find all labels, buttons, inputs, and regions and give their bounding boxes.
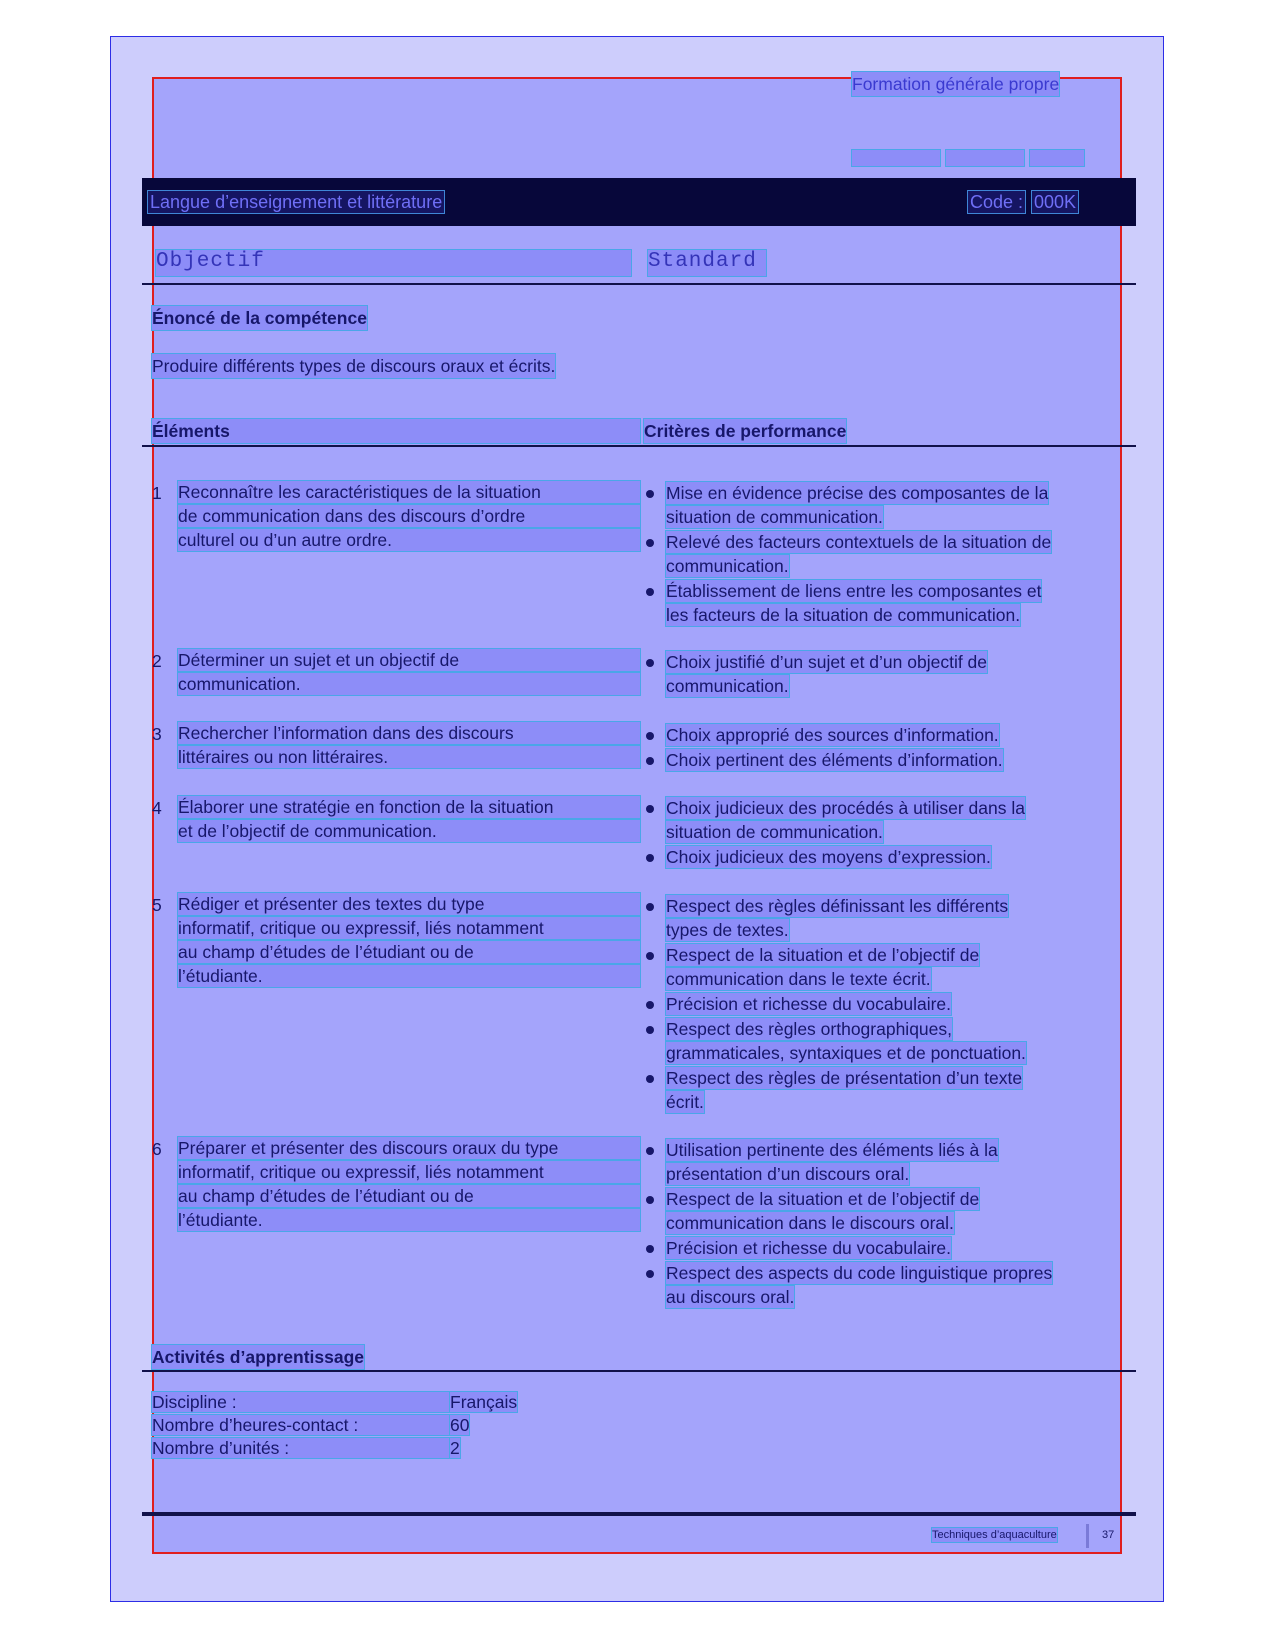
element-text-line: de communication dans des discours d’ordre [178, 505, 640, 527]
page-number: 37 [1102, 1529, 1115, 1541]
code-label: Code : [970, 192, 1024, 212]
activity-value: 60 [450, 1415, 470, 1435]
header-field-3 [1030, 150, 1084, 166]
bullet-icon [646, 588, 654, 596]
criterion-text-line: Mise en évidence précise des composantes de la [666, 483, 1049, 503]
element-number: 5 [152, 895, 162, 915]
element-number: 6 [152, 1139, 162, 1159]
element-text-line: Élaborer une stratégie en fonction de la situation [178, 796, 640, 818]
footer-rule [142, 1512, 1136, 1516]
element-text-line: Rédiger et présenter des textes du type [178, 893, 640, 915]
bullet-icon [646, 539, 654, 547]
element-number: 2 [152, 651, 162, 671]
element-text-line: littéraires ou non littéraires. [178, 746, 640, 768]
criterion-text-line: communication dans le texte écrit. [666, 969, 931, 989]
activity-label: Discipline : [152, 1392, 450, 1412]
activity-label: Nombre d’unités : [152, 1438, 450, 1458]
criterion-text-line: écrit. [666, 1092, 704, 1112]
footer-separator [1086, 1524, 1089, 1548]
divider [142, 1370, 1136, 1372]
bullet-icon [646, 1075, 654, 1083]
element-text-line: informatif, critique ou expressif, liés notamment [178, 917, 640, 939]
element-text-line: et de l’objectif de communication. [178, 820, 640, 842]
criterion-text-line: Respect des règles orthographiques, [666, 1019, 953, 1039]
bullet-icon [646, 1245, 654, 1253]
bullet-icon [646, 1001, 654, 1009]
element-text-line: Préparer et présenter des discours oraux du type [178, 1137, 640, 1159]
criterion-text-line: Respect des règles définissant les différents [666, 896, 1009, 916]
element-text-line: Rechercher l’information dans des discours [178, 722, 640, 744]
activities-heading: Activités d’apprentissage [152, 1347, 365, 1367]
bullet-icon [646, 805, 654, 813]
criterion-text-line: Choix judicieux des procédés à utiliser dans la [666, 798, 1025, 818]
activity-label: Nombre d’heures-contact : [152, 1415, 450, 1435]
criterion-text-line: communication dans le discours oral. [666, 1213, 954, 1233]
criterion-text-line: situation de communication. [666, 822, 883, 842]
element-text-line: l’étudiante. [178, 965, 640, 987]
competence-heading: Énoncé de la compétence [152, 308, 367, 328]
element-number: 3 [152, 724, 162, 744]
element-text-line: communication. [178, 673, 640, 695]
element-text-line: Reconnaître les caractéristiques de la situation [178, 481, 640, 503]
criterion-text-line: Choix justifié d’un sujet et d’un objectif de [666, 652, 988, 672]
bullet-icon [646, 854, 654, 862]
bullet-icon [646, 732, 654, 740]
bullet-icon [646, 1270, 654, 1278]
criterion-text-line: grammaticales, syntaxiques et de ponctuation. [666, 1043, 1026, 1063]
code-value: 000K [1034, 192, 1077, 212]
criterion-text-line: communication. [666, 676, 789, 696]
course-banner [142, 178, 1136, 226]
criterion-text-line: Choix judicieux des moyens d’expression. [666, 847, 991, 867]
bullet-icon [646, 1026, 654, 1034]
standard-column-header: Standard [648, 250, 766, 276]
bullet-icon [646, 952, 654, 960]
activity-value: 2 [450, 1438, 460, 1458]
criterion-text-line: Établissement de liens entre les composantes et [666, 581, 1042, 601]
criterion-text-line: Utilisation pertinente des éléments liés à la [666, 1140, 998, 1160]
course-title: Langue d’enseignement et littérature [150, 192, 443, 212]
element-text-line: Déterminer un sujet et un objectif de [178, 649, 640, 671]
element-text-line: l’étudiante. [178, 1209, 640, 1231]
criterion-text-line: au discours oral. [666, 1287, 795, 1307]
header-field-2 [946, 150, 1024, 166]
criterion-text-line: situation de communication. [666, 507, 883, 527]
bullet-icon [646, 757, 654, 765]
bullet-icon [646, 903, 654, 911]
header-field-1 [852, 150, 940, 166]
elements-header: Éléments [152, 419, 640, 443]
bullet-icon [646, 1196, 654, 1204]
element-text-line: au champ d’études de l’étudiant ou de [178, 941, 640, 963]
criterion-text-line: Respect de la situation et de l’objectif de [666, 1189, 980, 1209]
criterion-text-line: types de textes. [666, 920, 789, 940]
criterion-text-line: communication. [666, 556, 789, 576]
criterion-text-line: présentation d’un discours oral. [666, 1164, 910, 1184]
criterion-text-line: Respect des règles de présentation d’un texte [666, 1068, 1023, 1088]
objective-column-header: Objectif [156, 250, 631, 276]
program-label: Formation générale propre [852, 74, 1060, 94]
footer-text: Techniques d’aquaculture [932, 1529, 1057, 1541]
criteria-header: Critères de performance [644, 421, 847, 441]
element-text-line: au champ d’études de l’étudiant ou de [178, 1185, 640, 1207]
competence-statement: Produire différents types de discours oraux et écrits. [152, 356, 556, 376]
element-text-line: culturel ou d’un autre ordre. [178, 529, 640, 551]
criterion-text-line: Choix pertinent des éléments d’information. [666, 750, 1003, 770]
element-text-line: informatif, critique ou expressif, liés notamment [178, 1161, 640, 1183]
bullet-icon [646, 490, 654, 498]
criterion-text-line: Respect de la situation et de l’objectif de [666, 945, 980, 965]
criterion-text-line: Respect des aspects du code linguistique propres [666, 1263, 1053, 1283]
divider [142, 445, 1136, 447]
criterion-text-line: Précision et richesse du vocabulaire. [666, 994, 952, 1014]
criterion-text-line: Relevé des facteurs contextuels de la situation de [666, 532, 1052, 552]
criterion-text-line: Précision et richesse du vocabulaire. [666, 1238, 952, 1258]
bullet-icon [646, 659, 654, 667]
element-number: 4 [152, 798, 162, 818]
divider [142, 283, 1136, 285]
bullet-icon [646, 1147, 654, 1155]
activity-value: Français [450, 1392, 518, 1412]
element-number: 1 [152, 483, 162, 503]
criterion-text-line: Choix approprié des sources d’information. [666, 725, 999, 745]
criterion-text-line: les facteurs de la situation de communication. [666, 605, 1021, 625]
